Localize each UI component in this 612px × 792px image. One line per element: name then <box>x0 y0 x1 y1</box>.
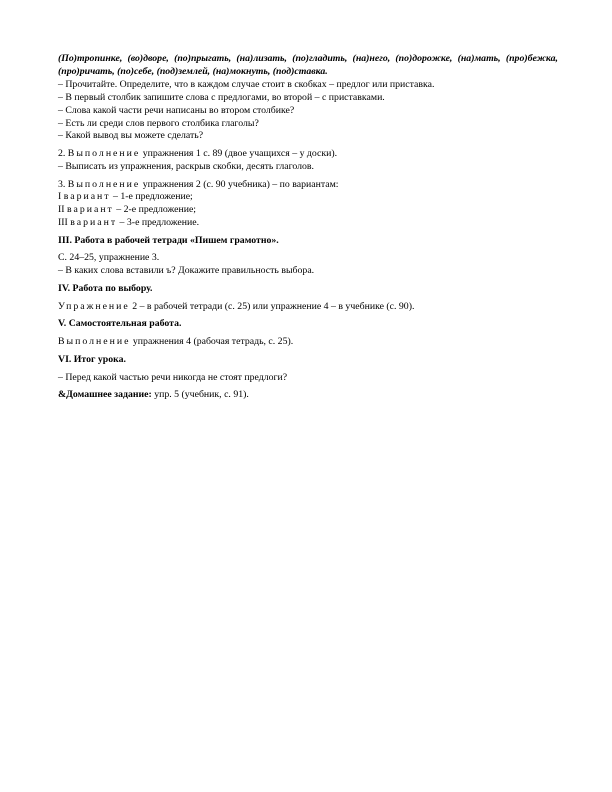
question-3: – Слова какой части речи написаны во втором столбике? <box>58 104 295 116</box>
task-3-number: 3. <box>58 178 68 190</box>
variant-number: I <box>58 191 64 203</box>
variant-3 <box>58 217 558 229</box>
section-3-line-1: С. 24–25, упражнение 3. <box>58 252 160 264</box>
variant-label: вариант <box>70 216 118 228</box>
task-3 <box>58 179 558 191</box>
section-3-line-2: – В каких слова вставили ъ? Докажите правильность выбора. <box>58 265 315 277</box>
question-4: – Есть ли среди слов первого столбика глаголы? <box>58 117 259 129</box>
section-5-line <box>58 336 558 348</box>
task-3-label: Выполнение <box>67 178 141 190</box>
task-2-text: упражнения 1 с. 89 (двое учащихся – у доски). <box>140 148 338 160</box>
section-3-title: III. Работа в рабочей тетради «Пишем грамотно». <box>58 234 279 246</box>
task-3-text: упражнения 2 (с. 90 учебника) – по вариантам: <box>140 178 339 190</box>
section-4-line <box>58 301 558 313</box>
section-4-text: 2 – в рабочей тетради (с. 25) или упражнение 4 – в учебнике (с. 90). <box>129 300 415 312</box>
section-5-title: V. Самостоятельная работа. <box>58 318 182 330</box>
task-2-label: Выполнение <box>67 148 141 160</box>
variant-2 <box>58 204 558 216</box>
homework <box>58 389 558 401</box>
question-5: – Какой вывод вы можете сделать? <box>58 130 204 142</box>
variant-number: III <box>58 216 71 228</box>
section-5-text: упражнения 4 (рабочая тетрадь, с. 25). <box>130 336 294 348</box>
intro-word-list: (По)тропинке, (во)дворе, (по)прыгать, (на)лизать, (по)гладить, (на)него, (по)дорожке, (на)мать, (про)бежка, (про)ричать, (по)себе, (под)землей, (на)мокнуть, (под)ставка. <box>58 53 558 78</box>
task-2-note: – Выписать из упражнения, раскрыв скобки, десять глаголов. <box>58 160 315 172</box>
variant-text: – 1-е предложение; <box>110 191 193 203</box>
section-5-label: Выполнение <box>58 336 131 348</box>
homework-text: упр. 5 (учебник, с. 91). <box>151 389 249 401</box>
variant-label: вариант <box>66 204 114 216</box>
section-6-title: VI. Итог урока. <box>58 353 126 365</box>
document-page <box>58 52 558 401</box>
variant-label: вариант <box>63 191 111 203</box>
variant-number: II <box>58 204 67 216</box>
variant-1 <box>58 191 558 203</box>
task-2 <box>58 148 558 160</box>
variant-text: – 3-е предложение. <box>117 216 200 228</box>
task-2-number: 2. <box>58 148 68 160</box>
section-4-title: IV. Работа по выбору. <box>58 282 153 294</box>
question-1: – Прочитайте. Определите, что в каждом случае стоит в скобках – предлог или приставка. <box>58 79 435 91</box>
variant-text: – 2-е предложение; <box>113 204 197 216</box>
section-4-label: Упражнение <box>58 300 130 312</box>
section-6-line: – Перед какой частью речи никогда не стоят предлоги? <box>58 371 288 383</box>
homework-label: &Домашнее задание: <box>58 389 152 401</box>
question-2: – В первый столбик запишите слова с предлогами, во второй – с приставками. <box>58 92 385 104</box>
